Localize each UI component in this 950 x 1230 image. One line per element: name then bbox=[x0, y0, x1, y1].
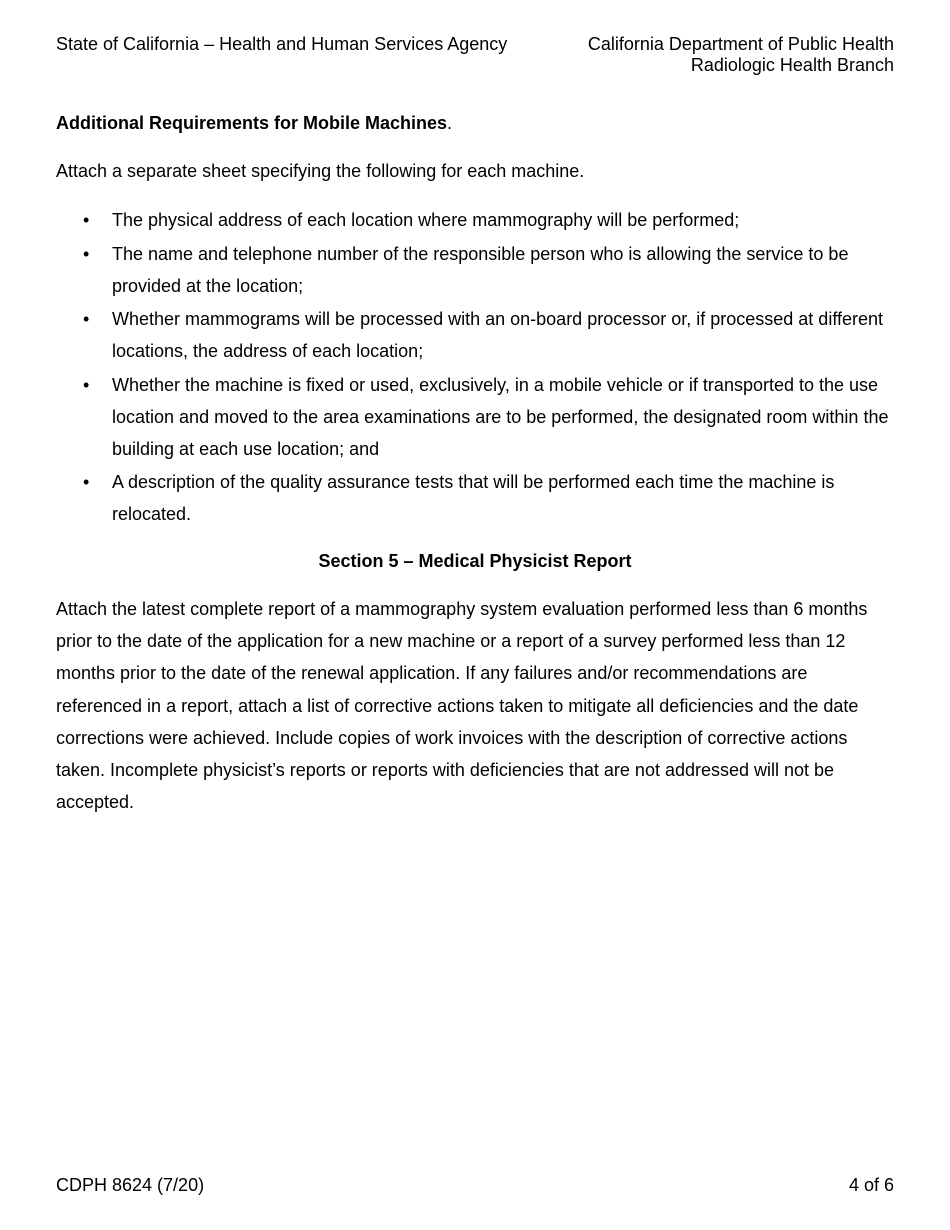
list-item-text: Whether mammograms will be processed with an on-board processor or, if processed at different locations, the address of each location; bbox=[112, 309, 884, 361]
mobile-requirements-heading bbox=[56, 112, 896, 134]
list-item-text: The physical address of each location where mammography will be performed; bbox=[112, 210, 740, 230]
bullet-icon: • bbox=[83, 243, 90, 264]
section-5-paragraph: Attach the latest complete report of a mammography system evaluation performed less than 6 months prior to the date of the application for a new machine or a report of a survey performed less than 12 months prior to the date of the renewal application. If any failures and/or recommendations are referenced in a report, attach a list of corrective actions taken to mitigate all deficiencies and the date corrections were achieved. Include copies of work invoices with the description of corrective actions taken. Incomplete physicist’s reports or reports with deficiencies that are not addressed will not be accepted. bbox=[56, 599, 868, 813]
bullet-icon: • bbox=[83, 472, 90, 492]
footer-form-id: CDPH 8624 (7/20) bbox=[56, 1175, 205, 1195]
section-5-title: Section 5 – Medical Physicist Report bbox=[318, 551, 632, 571]
list-item-text: A description of the quality assurance tests that will be performed each time the machine is relocated. bbox=[112, 472, 835, 524]
mobile-requirements-intro: Attach a separate sheet specifying the following for each machine. bbox=[56, 161, 585, 181]
header-branch: Radiologic Health Branch bbox=[690, 55, 894, 75]
mobile-requirements-heading-text: Additional Requirements for Mobile Machines bbox=[56, 113, 448, 133]
list-item bbox=[56, 369, 896, 465]
bullet-icon: • bbox=[83, 374, 90, 395]
header-department: California Department of Public Health bbox=[587, 34, 894, 54]
mobile-requirements-list bbox=[56, 204, 896, 532]
list-item-text: Whether the machine is fixed or used, exclusively, in a mobile vehicle or if transported to the use location and moved to the area examinations are to be performed, the designated room within the building at each use location; and bbox=[112, 374, 889, 459]
header-department-block bbox=[588, 34, 894, 76]
list-item bbox=[56, 466, 896, 530]
header-agency: State of California – Health and Human Services Agency bbox=[56, 34, 508, 54]
bullet-icon: • bbox=[83, 210, 90, 230]
list-item bbox=[56, 238, 896, 302]
mobile-requirements-heading-punct: . bbox=[447, 113, 453, 133]
list-item bbox=[56, 204, 896, 236]
list-item-text: The name and telephone number of the responsible person who is allowing the service to be provided at the location; bbox=[112, 243, 849, 296]
footer-page-number: 4 of 6 bbox=[848, 1175, 894, 1195]
bullet-icon: • bbox=[83, 309, 90, 329]
list-item bbox=[56, 303, 896, 367]
